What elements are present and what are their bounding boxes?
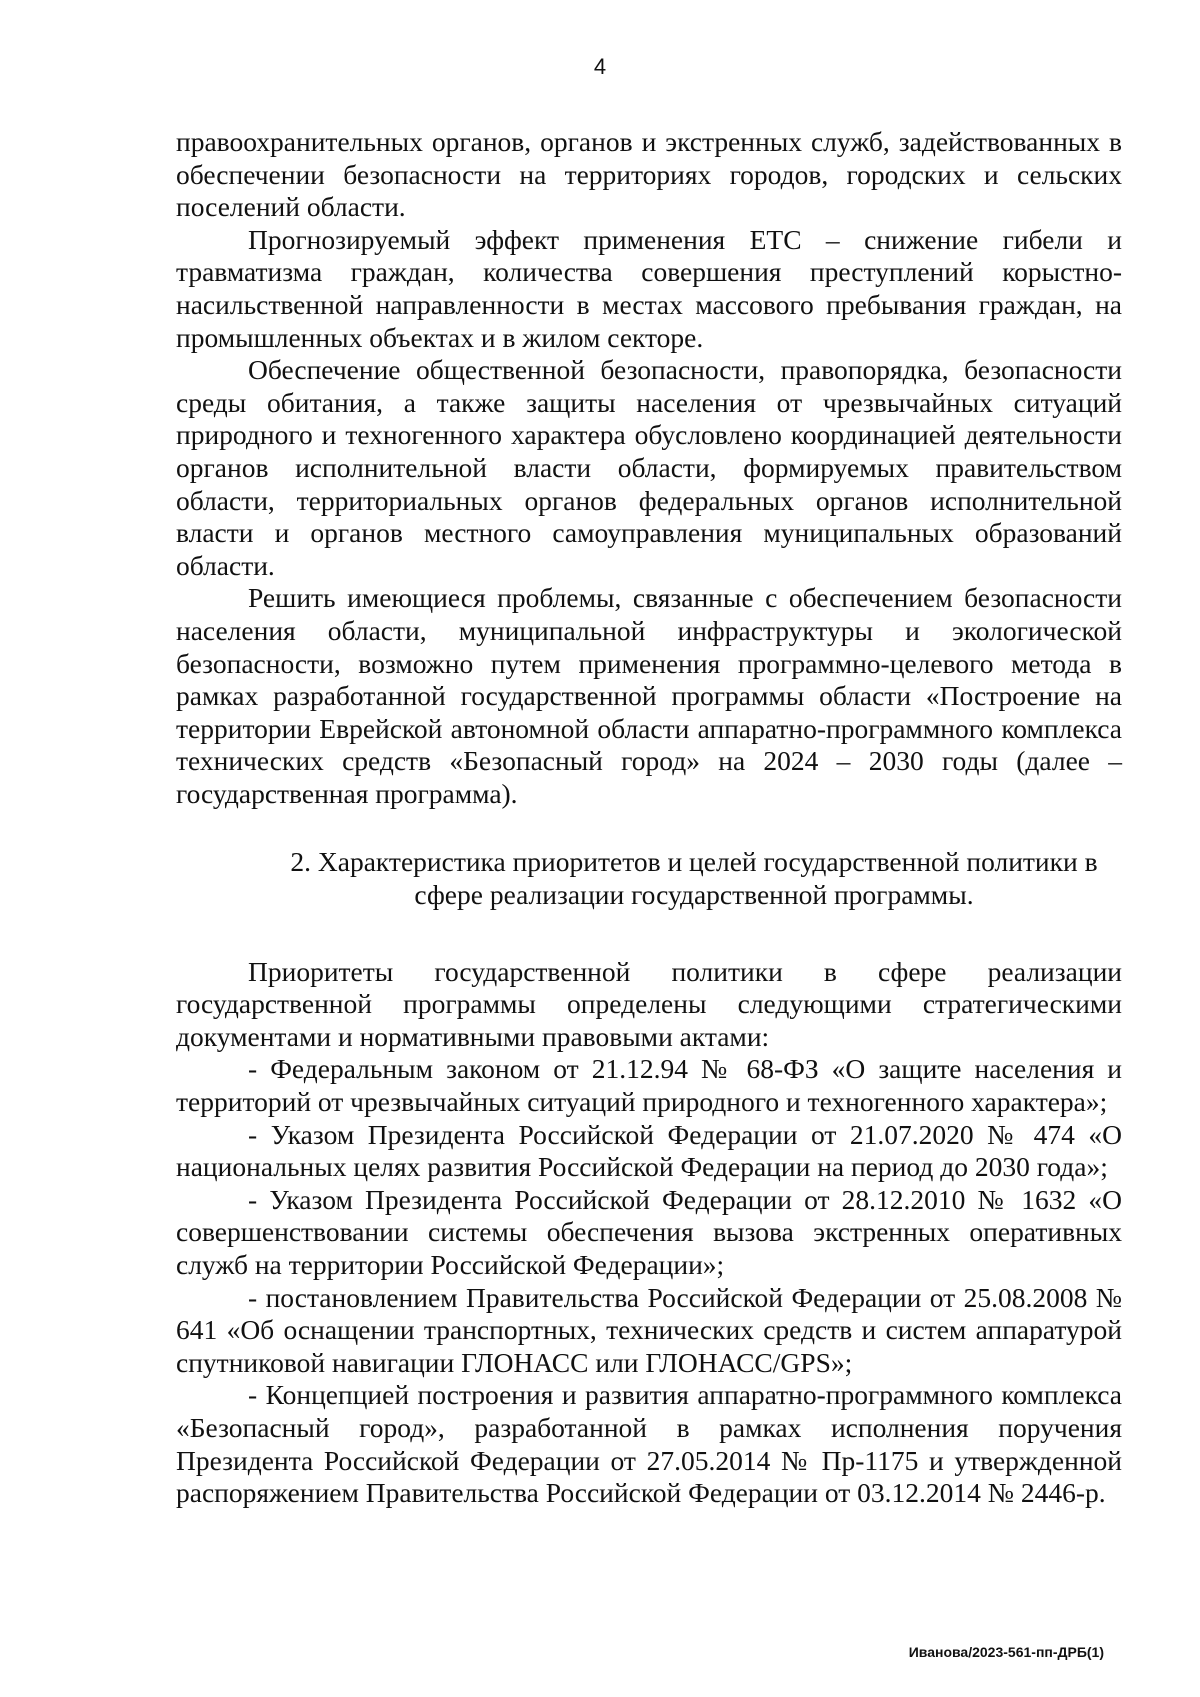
list-item: - Концепцией построения и развития аппаратно-программного комплекса «Безопасный город», разработанной в рамках исполнения поручения Президента Российской Федерации от 27.05.2014 № Пр-1175 и утвержденной распоряжением Правительства Российской Федерации от 03.12.2014 № 2446-р.	[176, 1379, 1122, 1509]
section-heading-line-1: 2. Характеристика приоритетов и целей государственной политики в	[290, 846, 1098, 878]
list-item: - Указом Президента Российской Федерации от 28.12.2010 № 1632 «О совершенствовании системы обеспечения вызова экстренных оперативных служб на территории Российской Федерации»;	[176, 1183, 1122, 1280]
list-item: - постановлением Правительства Российской Федерации от 25.08.2008 № 641 «Об оснащении транспортных, технических средств и систем аппаратурой спутниковой навигации ГЛОНАСС или ГЛОНАСС/GPS»;	[176, 1281, 1122, 1378]
paragraph-problem-solution: Решить имеющиеся проблемы, связанные с обеспечением безопасности населения области, муниципальной инфраструктуры и экологической безопасности, возможно путем применения программно-целевого метода в рамках разработанной государственной программы области «Построение на территории Еврейской автономной области аппаратно-программного комплекса технических средств «Безопасный город» на 2024 – 2030 годы (далее – государственная программа).	[176, 582, 1122, 809]
section-heading	[176, 846, 1122, 911]
paragraph-public-safety: Обеспечение общественной безопасности, правопорядка, безопасности среды обитания, а также защиты населения от чрезвычайных ситуаций природного и техногенного характера обусловлено координацией деятельности органов исполнительной власти области, формируемых правительством области, территориальных органов федеральных органов исполнительной власти и органов местного самоуправления муниципальных образований области.	[176, 354, 1122, 581]
document-body	[176, 126, 1122, 1510]
page-number: 4	[593, 54, 607, 79]
document-registration-code: Иванова/2023-561-пп-ДРБ(1)	[908, 1644, 1104, 1660]
paragraph-forecast-effect: Прогнозируемый эффект применения ЕТС – снижение гибели и травматизма граждан, количества совершения преступлений корыстно-насильственной направленности в местах массового пребывания граждан, на промышленных объектах и в жилом секторе.	[176, 223, 1122, 353]
section-heading-line-2: сфере реализации государственной программы.	[414, 879, 974, 911]
list-item: - Федеральным законом от 21.12.94 № 68-ФЗ «О защите населения и территорий от чрезвычайных ситуаций природного и техногенного характера»;	[176, 1053, 1122, 1118]
paragraph-priorities-intro: Приоритеты государственной политики в сфере реализации государственной программы определены следующими стратегическими документами и нормативными правовыми актами:	[176, 955, 1122, 1052]
paragraph-continuation: правоохранительных органов, органов и экстренных служб, задействованных в обеспечении безопасности на территориях городов, городских и сельских поселений области.	[176, 126, 1122, 223]
list-item: - Указом Президента Российской Федерации от 21.07.2020 № 474 «О национальных целях развития Российской Федерации на период до 2030 года»;	[176, 1118, 1122, 1183]
